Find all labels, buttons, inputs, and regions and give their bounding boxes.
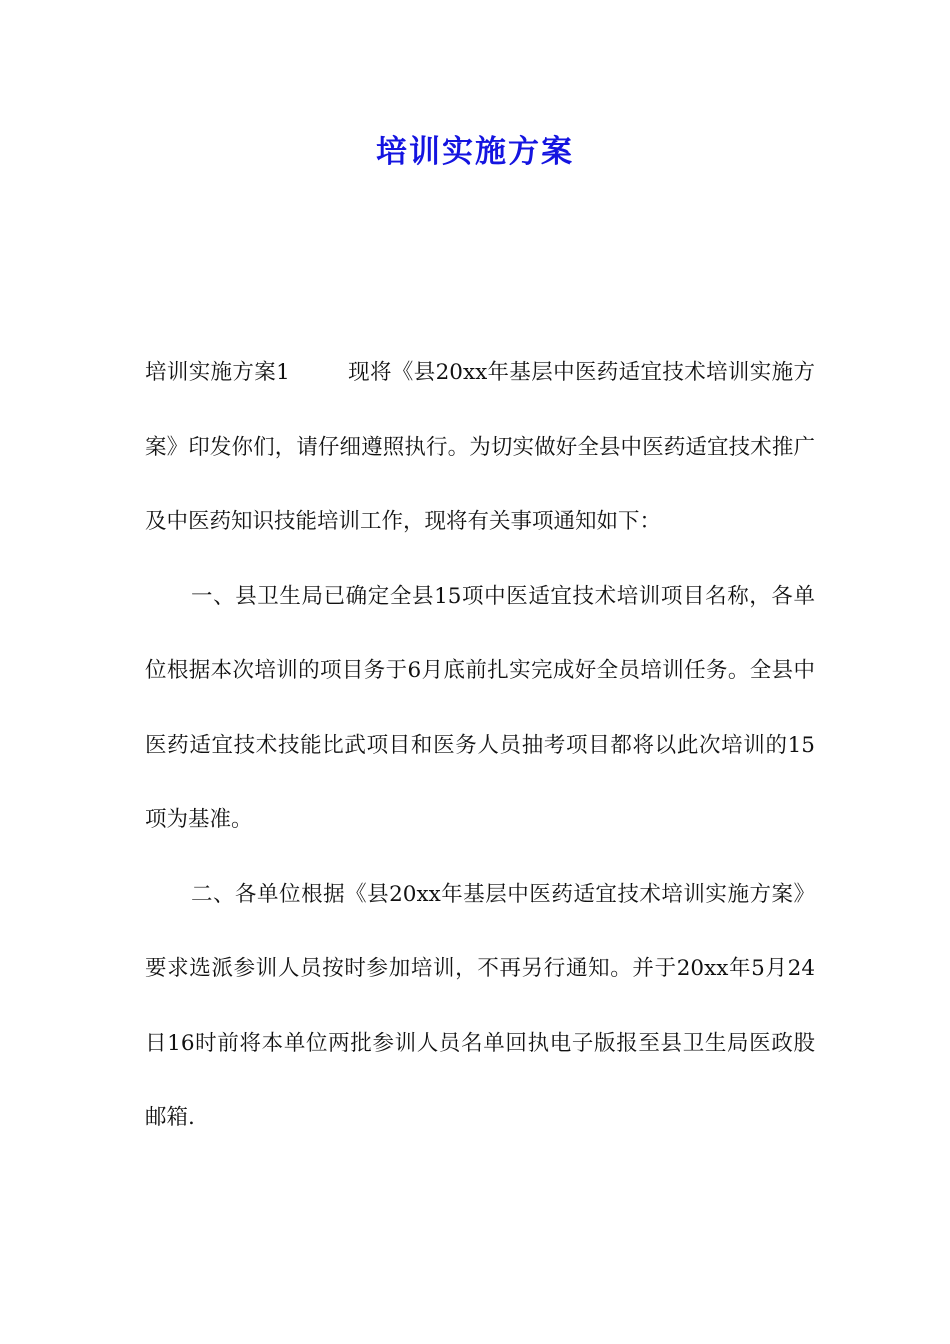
paragraph-text: 现将《县20xx年基层中医药适宜技术培训实施方案》印发你们，请仔细遵照执行。为切实做好全县中医药适宜技术推广及中医药知识技能培训工作，现将有关事项通知如下： xyxy=(145,360,815,534)
paragraph-item-1: 一、县卫生局已确定全县15项中医适宜技术培训项目名称，各单位根据本次培训的项目务于6月底前扎实完成好全员培训任务。全县中医药适宜技术技能比武项目和医务人员抽考项目都将以此次培训的15项为基准。 xyxy=(145,583,815,832)
document-body xyxy=(145,336,815,1156)
paragraph-item-2: 二、各单位根据《县20xx年基层中医药适宜技术培训实施方案》要求选派参训人员按时参加培训，不再另行通知。并于20xx年5月24日16时前将本单位两批参训人员名单回执电子版报至县卫生局医政股邮箱. xyxy=(145,881,815,1130)
paragraph-intro xyxy=(145,336,815,560)
document-title: 培训实施方案 xyxy=(376,134,574,170)
section-heading: 培训实施方案1 xyxy=(145,360,290,385)
